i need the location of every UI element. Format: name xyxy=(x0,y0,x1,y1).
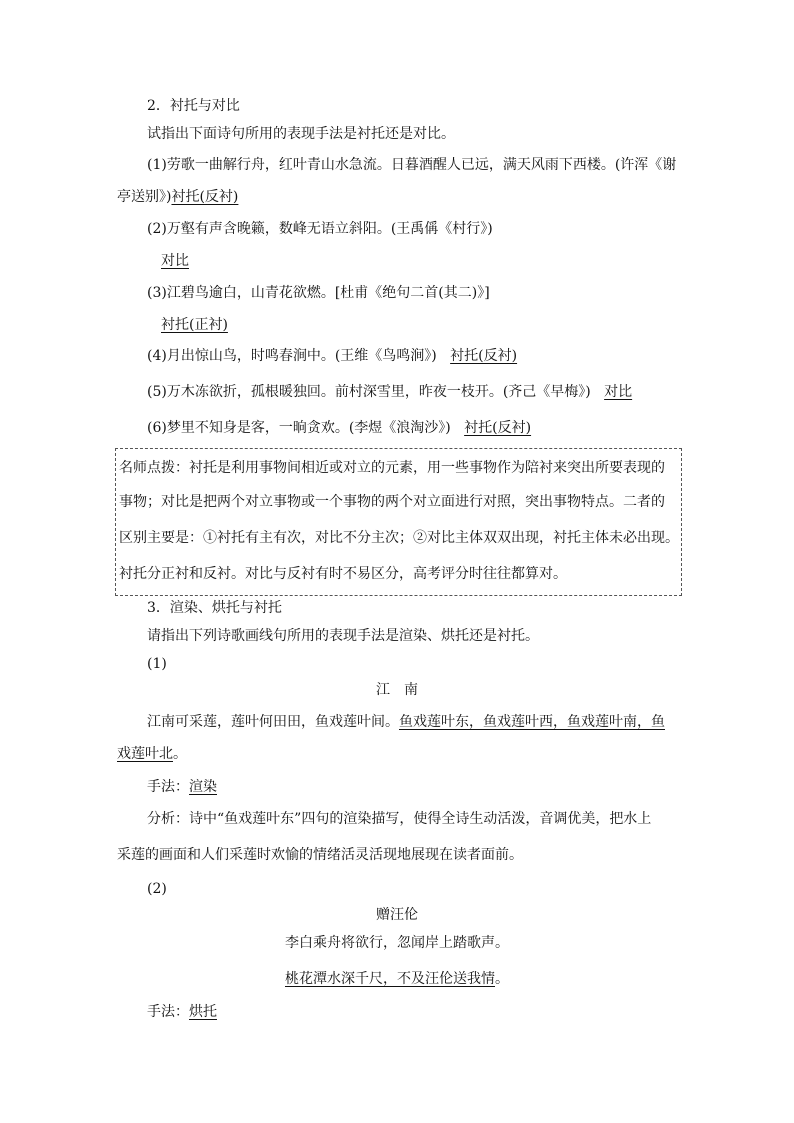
item-2-text: (2)万壑有声含晚籁，数峰无语立斜阳。(王禹偁《村行》) xyxy=(147,221,493,237)
section-2-heading: 2．衬托与对比 xyxy=(147,98,240,114)
item-6-line xyxy=(147,418,531,438)
tip-line-3: 区别主要是：①衬托有主有次，对比不分主次；②对比主体双双出现，衬托主体未必出现。 xyxy=(119,530,679,546)
item-1-answer: 衬托(反衬) xyxy=(171,189,239,205)
tip-line-2: 事物；对比是把两个对立事物或一个事物的两个对立面进行对照，突出事物特点。二者的 xyxy=(119,494,665,510)
section-3-heading: 3．渲染、烘托与衬托 xyxy=(147,600,282,616)
poem-1-plain-text: 江南可采莲，莲叶何田田，鱼戏莲叶间。 xyxy=(147,714,399,730)
poem-2-period: 。 xyxy=(495,971,509,987)
section-2-instruction: 试指出下面诗句所用的表现手法是衬托还是对比。 xyxy=(147,126,455,142)
item-5-text: (5)万木冻欲折，孤根暖独回。前村深雪里，昨夜一枝开。(齐己《早梅》) xyxy=(147,384,591,400)
poem-1-period: 。 xyxy=(173,746,187,762)
section-3-instruction: 请指出下列诗歌画线句所用的表现手法是渲染、烘托还是衬托。 xyxy=(147,628,539,644)
method-answer: 烘托 xyxy=(189,1004,217,1020)
tip-line-4: 衬托分正衬和反衬。对比与反衬有时不易区分，高考评分时往往都算对。 xyxy=(119,566,567,582)
method-label: 手法： xyxy=(147,779,189,795)
poem-1-line-1 xyxy=(147,712,665,732)
item-3-text: (3)江碧鸟逾白，山青花欲燃。[杜甫《绝句二首(其二)》] xyxy=(147,285,490,301)
item-5-line xyxy=(147,382,632,402)
poem-2-method xyxy=(147,1002,217,1022)
item-2-answer: 对比 xyxy=(161,253,189,269)
poem-1-analysis-1: 分析：诗中“鱼戏莲叶东”四句的渲染描写，使得全诗生动活泼，音调优美，把水上 xyxy=(147,811,652,827)
item-4-text: (4)月出惊山鸟，时鸣春涧中。(王维《鸟鸣涧》) xyxy=(147,348,437,364)
poem-2-number: (2) xyxy=(147,881,167,897)
item-3-answer: 衬托(正衬) xyxy=(161,317,228,333)
poem-1-method xyxy=(147,777,217,797)
poem-2-line-2 xyxy=(0,969,794,989)
item-6-text: (6)梦里不知身是客，一晌贪欢。(李煜《浪淘沙》) xyxy=(147,420,451,436)
item-1-line-1: (1)劳歌一曲解行舟，红叶青山水急流。日暮酒醒人已远，满天风雨下西楼。(许浑《谢 xyxy=(147,157,677,173)
poem-2-title: 赠汪伦 xyxy=(376,907,418,923)
poem-1-underlined-text: 鱼戏莲叶东，鱼戏莲叶西，鱼戏莲叶南，鱼 xyxy=(399,714,665,730)
poem-1-number: (1) xyxy=(147,656,167,672)
item-6-answer: 衬托(反衬) xyxy=(464,420,532,436)
tip-line-1: 名师点拨：衬托是利用事物间相近或对立的元素，用一些事物作为陪衬来突出所要表现的 xyxy=(119,460,665,476)
item-1-source-end: 亭送别》) xyxy=(117,189,172,205)
item-1-line-2 xyxy=(117,187,238,207)
poem-1-line-2 xyxy=(117,744,187,764)
method-answer: 渲染 xyxy=(189,779,217,795)
method-label: 手法： xyxy=(147,1004,189,1020)
item-4-line xyxy=(147,346,517,366)
poem-2-underlined-text: 桃花潭水深千尺，不及汪伦送我情 xyxy=(285,971,495,987)
poem-1-underlined-end: 戏莲叶北 xyxy=(117,746,173,762)
item-4-answer: 衬托(反衬) xyxy=(450,348,518,364)
poem-2-line-1: 李白乘舟将欲行，忽闻岸上踏歌声。 xyxy=(285,935,509,951)
poem-1-analysis-2: 采莲的画面和人们采莲时欢愉的情绪活灵活现地展现在读者面前。 xyxy=(117,847,523,863)
item-5-answer: 对比 xyxy=(604,384,633,400)
poem-1-title: 江 南 xyxy=(376,682,418,698)
